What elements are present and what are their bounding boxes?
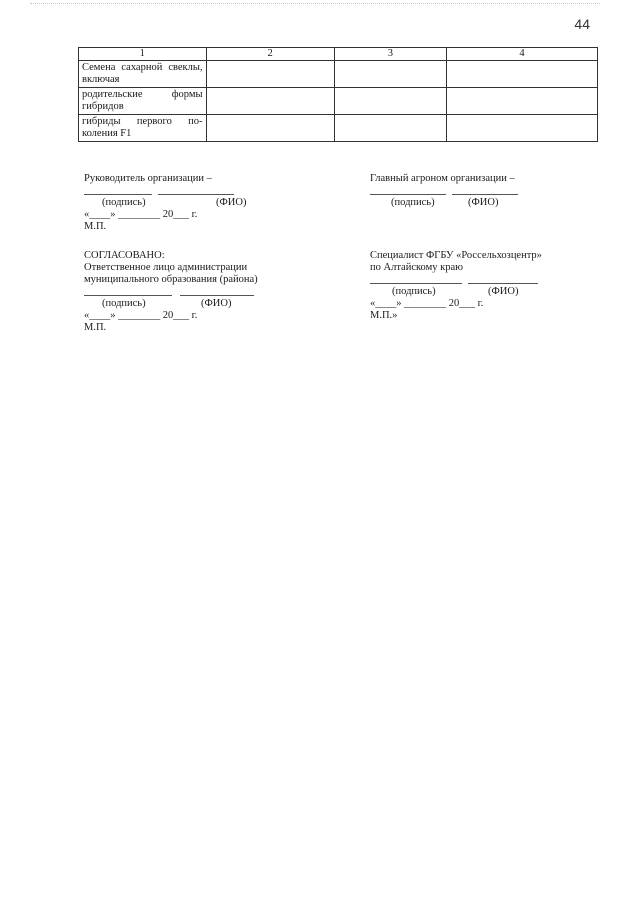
scan-artifact-line <box>30 3 600 4</box>
fio-line <box>452 194 518 195</box>
table-cell <box>446 61 597 88</box>
fio-caption: (ФИО) <box>201 298 232 309</box>
table-cell <box>206 61 334 88</box>
chief-agronomist-block <box>370 173 610 209</box>
table-header-cell: 4 <box>446 48 597 61</box>
row-label-cell <box>79 88 207 115</box>
table-row <box>79 115 598 142</box>
specialist-block <box>370 250 610 322</box>
date-line: «____» ________ 20___ г. <box>84 310 198 321</box>
agreed-block <box>84 250 324 334</box>
row-label: гибриды первого по-коления F1 <box>82 116 203 139</box>
block-title: Главный агроном организации – <box>370 173 515 184</box>
table-row <box>79 61 598 88</box>
table-cell <box>446 88 597 115</box>
signature-lines <box>84 185 304 197</box>
block-title: Руководитель организации – <box>84 173 212 184</box>
row-label: Семена сахарной свеклы, включая <box>82 62 203 85</box>
signature-captions <box>370 197 610 209</box>
head-of-organization-block <box>84 173 304 233</box>
fio-caption: (ФИО) <box>468 197 499 208</box>
signature-lines <box>84 286 324 298</box>
table-header-cell: 2 <box>206 48 334 61</box>
signature-captions <box>84 197 304 209</box>
agreed-line: муниципального образования (района) <box>84 274 258 285</box>
table-cell <box>446 115 597 142</box>
table-cell <box>206 115 334 142</box>
sign-caption: (подпись) <box>102 298 146 309</box>
block-title: Специалист ФГБУ «Россельхозцентр» <box>370 250 542 261</box>
block-title: СОГЛАСОВАНО: <box>84 250 165 261</box>
fio-line <box>180 295 254 296</box>
specialist-region: по Алтайскому краю <box>370 262 463 273</box>
agreed-line: Ответственное лицо администрации <box>84 262 248 273</box>
fio-line <box>468 283 538 284</box>
sign-caption: (подпись) <box>392 286 436 297</box>
signature-line <box>370 283 462 284</box>
signature-line <box>84 194 152 195</box>
table-cell <box>334 61 446 88</box>
signature-captions <box>370 286 610 298</box>
signature-lines <box>370 274 610 286</box>
page-number: 44 <box>574 16 590 32</box>
stamp-label: М.П.» <box>370 310 398 321</box>
fio-caption: (ФИО) <box>488 286 519 297</box>
fio-caption: (ФИО) <box>216 197 247 208</box>
signature-captions <box>84 298 324 310</box>
table-cell <box>206 88 334 115</box>
table-header-row <box>79 48 598 61</box>
table-row <box>79 88 598 115</box>
date-line: «____» ________ 20___ г. <box>84 209 198 220</box>
fio-line <box>158 194 234 195</box>
date-line: «____» ________ 20___ г. <box>370 298 484 309</box>
row-label-cell <box>79 115 207 142</box>
signature-line <box>84 295 172 296</box>
table-header-cell: 3 <box>334 48 446 61</box>
sign-caption: (подпись) <box>102 197 146 208</box>
stamp-label: М.П. <box>84 322 107 333</box>
sign-caption: (подпись) <box>391 197 435 208</box>
table-cell <box>334 88 446 115</box>
stamp-label: М.П. <box>84 221 107 232</box>
row-label: родительские формы гибридов <box>82 89 203 112</box>
seed-table <box>78 47 598 142</box>
table-header-cell: 1 <box>79 48 207 61</box>
signature-lines <box>370 185 610 197</box>
table-cell <box>334 115 446 142</box>
row-label-cell <box>79 61 207 88</box>
signature-line <box>370 194 446 195</box>
